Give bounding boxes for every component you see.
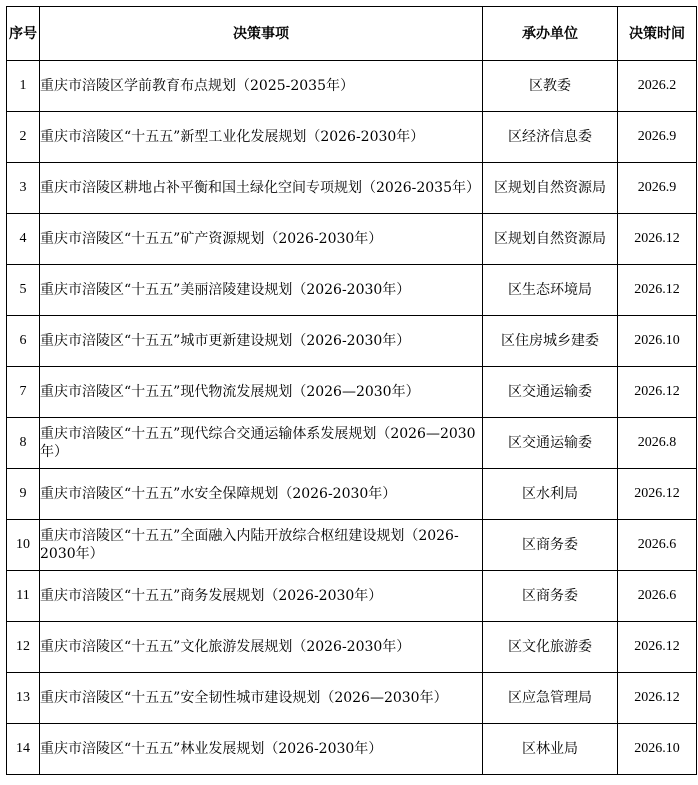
header-time: 决策时间 — [618, 7, 697, 61]
row-no: 10 — [7, 520, 40, 571]
table-row — [7, 265, 697, 316]
row-no: 13 — [7, 673, 40, 724]
row-time: 2026.12 — [618, 214, 697, 265]
decision-table — [6, 6, 697, 775]
row-no: 7 — [7, 367, 40, 418]
row-time: 2026.6 — [618, 520, 697, 571]
table-row — [7, 724, 697, 775]
table-row — [7, 520, 697, 571]
row-no: 3 — [7, 163, 40, 214]
row-time: 2026.10 — [618, 316, 697, 367]
row-unit: 区住房城乡建委 — [483, 316, 618, 367]
row-item: 重庆市涪陵区“十五五”文化旅游发展规划（2026-2030年） — [40, 622, 483, 673]
row-time: 2026.12 — [618, 622, 697, 673]
row-unit: 区应急管理局 — [483, 673, 618, 724]
row-unit: 区文化旅游委 — [483, 622, 618, 673]
row-item: 重庆市涪陵区“十五五”全面融入内陆开放综合枢纽建设规划（2026-2030年） — [40, 520, 483, 571]
row-no: 6 — [7, 316, 40, 367]
row-unit: 区规划自然资源局 — [483, 163, 618, 214]
row-no: 11 — [7, 571, 40, 622]
table-body — [7, 61, 697, 775]
row-time: 2026.12 — [618, 265, 697, 316]
row-unit: 区生态环境局 — [483, 265, 618, 316]
row-unit: 区林业局 — [483, 724, 618, 775]
row-item: 重庆市涪陵区“十五五”水安全保障规划（2026-2030年） — [40, 469, 483, 520]
row-time: 2026.9 — [618, 163, 697, 214]
row-item: 重庆市涪陵区“十五五”美丽涪陵建设规划（2026-2030年） — [40, 265, 483, 316]
table-row — [7, 622, 697, 673]
row-item: 重庆市涪陵区“十五五”矿产资源规划（2026-2030年） — [40, 214, 483, 265]
row-no: 9 — [7, 469, 40, 520]
row-no: 14 — [7, 724, 40, 775]
row-unit: 区商务委 — [483, 571, 618, 622]
row-unit: 区水利局 — [483, 469, 618, 520]
table-row — [7, 367, 697, 418]
row-time: 2026.12 — [618, 673, 697, 724]
row-item: 重庆市涪陵区“十五五”商务发展规划（2026-2030年） — [40, 571, 483, 622]
table-row — [7, 163, 697, 214]
row-unit: 区交通运输委 — [483, 418, 618, 469]
row-unit: 区教委 — [483, 61, 618, 112]
row-time: 2026.9 — [618, 112, 697, 163]
header-item: 决策事项 — [40, 7, 483, 61]
table-row — [7, 112, 697, 163]
row-no: 1 — [7, 61, 40, 112]
row-time: 2026.2 — [618, 61, 697, 112]
table-row — [7, 673, 697, 724]
header-row — [7, 7, 697, 61]
row-item: 重庆市涪陵区学前教育布点规划（2025-2035年） — [40, 61, 483, 112]
table-row — [7, 61, 697, 112]
row-item: 重庆市涪陵区“十五五”安全韧性城市建设规划（2026—2030年） — [40, 673, 483, 724]
header-unit: 承办单位 — [483, 7, 618, 61]
table-row — [7, 469, 697, 520]
row-unit: 区经济信息委 — [483, 112, 618, 163]
row-no: 12 — [7, 622, 40, 673]
row-no: 2 — [7, 112, 40, 163]
row-time: 2026.6 — [618, 571, 697, 622]
row-no: 5 — [7, 265, 40, 316]
row-item: 重庆市涪陵区“十五五”现代物流发展规划（2026—2030年） — [40, 367, 483, 418]
row-item: 重庆市涪陵区耕地占补平衡和国土绿化空间专项规划（2026-2035年） — [40, 163, 483, 214]
row-no: 4 — [7, 214, 40, 265]
row-time: 2026.12 — [618, 367, 697, 418]
row-no: 8 — [7, 418, 40, 469]
row-unit: 区商务委 — [483, 520, 618, 571]
row-time: 2026.8 — [618, 418, 697, 469]
row-time: 2026.10 — [618, 724, 697, 775]
table-row — [7, 418, 697, 469]
row-item: 重庆市涪陵区“十五五”新型工业化发展规划（2026-2030年） — [40, 112, 483, 163]
table-row — [7, 214, 697, 265]
row-unit: 区规划自然资源局 — [483, 214, 618, 265]
table-row — [7, 316, 697, 367]
row-unit: 区交通运输委 — [483, 367, 618, 418]
row-item: 重庆市涪陵区“十五五”现代综合交通运输体系发展规划（2026—2030年） — [40, 418, 483, 469]
header-no: 序号 — [7, 7, 40, 61]
table-row — [7, 571, 697, 622]
table-header — [7, 7, 697, 61]
row-item: 重庆市涪陵区“十五五”林业发展规划（2026-2030年） — [40, 724, 483, 775]
row-time: 2026.12 — [618, 469, 697, 520]
row-item: 重庆市涪陵区“十五五”城市更新建设规划（2026-2030年） — [40, 316, 483, 367]
